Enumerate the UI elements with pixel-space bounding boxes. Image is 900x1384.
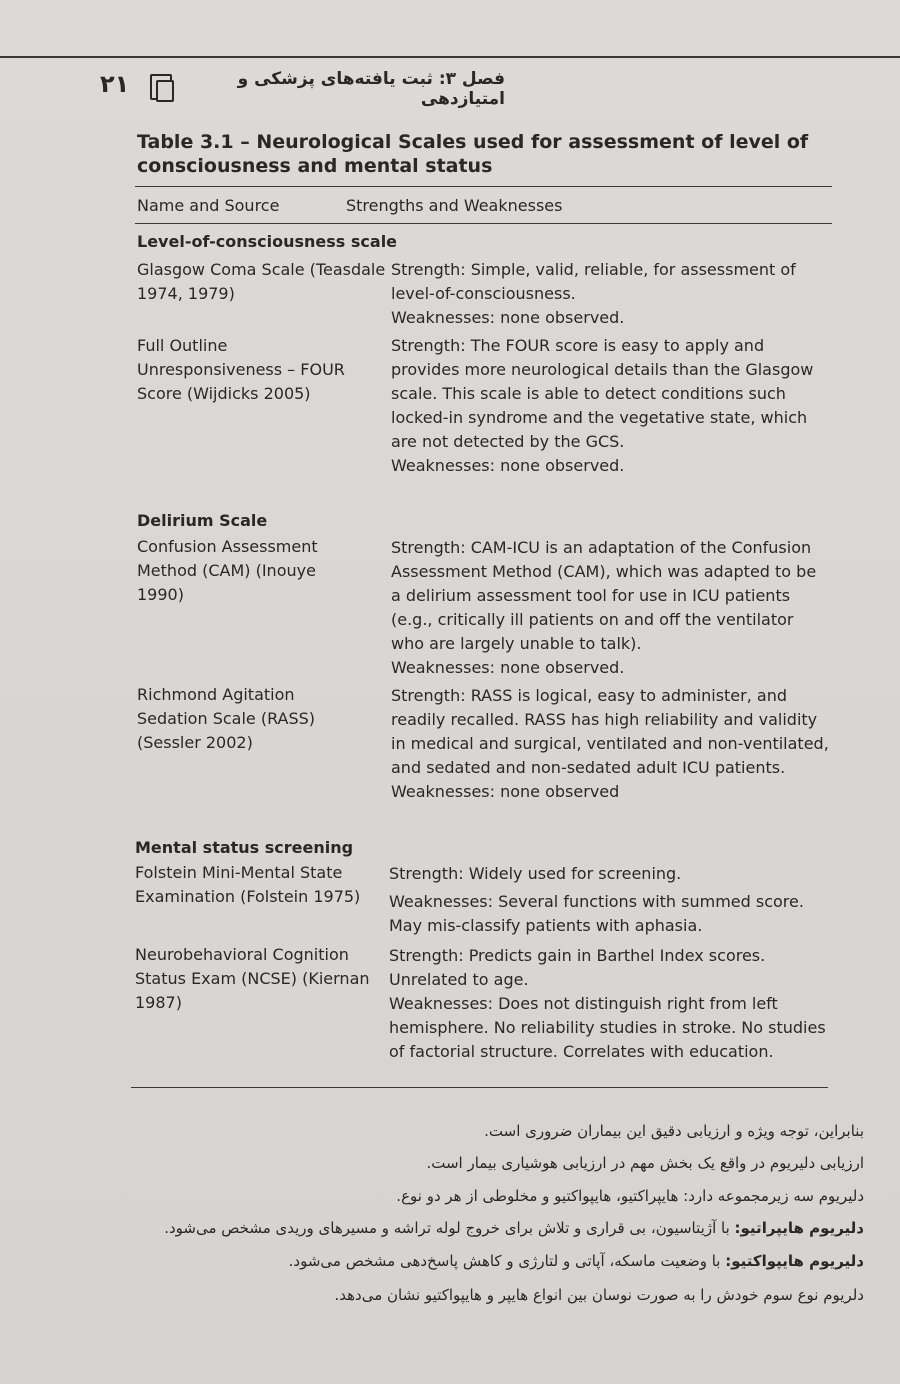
weakness-text: Weaknesses: none observed <box>391 782 620 801</box>
strength-text: Strength: The FOUR score is easy to apply and provides more neurological details than the Glasgow scale. This scale is able to detect conditions such locked-in syndrome and the vegetative state, which are not detected by the GCS. <box>391 336 814 451</box>
weakness-text: Weaknesses: Does not distinguish right from left hemisphere. No reliability studies in stroke. No studies of factorial structure. Correlates with education. <box>389 994 826 1061</box>
section-heading: Mental status screening <box>135 838 354 857</box>
strength-text: Strength: RASS is logical, easy to administer, and readily recalled. RASS has high reliability and validity in medical and surgical, ventilated and non-ventilated, and sedated and non-sedated adult ICU patients. <box>391 686 829 777</box>
persian-line <box>164 1217 864 1239</box>
persian-line: بنابراین، توجه ویژه و ارزیابی دقیق این بیماران ضروری است. <box>484 1122 864 1140</box>
chapter-title: فصل ۳: ثبت یافته‌های پزشکی و امتیازدهی <box>237 69 505 109</box>
chapter-header <box>175 69 505 109</box>
scale-name: Folstein Mini-Mental State Examination (Folstein 1975) <box>135 863 361 906</box>
column-header-name: Name and Source <box>137 196 280 215</box>
persian-line <box>289 1250 864 1272</box>
table-header-rule <box>135 223 832 224</box>
scale-name: Confusion Assessment Method (CAM) (Inouye 1990) <box>137 537 318 604</box>
scale-description <box>391 258 831 330</box>
scale-description <box>389 944 829 1064</box>
strength-text: Strength: CAM-ICU is an adaptation of the Confusion Assessment Method (CAM), which was adapted to be a delirium assessment tool for use in ICU patients (e.g., critically ill patients on and off the ventilator who are largely unable to talk). <box>391 538 817 653</box>
persian-definition: با وضعیت ماسکه، آپاتی و لتارژی و کاهش پاسخ‌دهی مشخص می‌شود. <box>288 1252 726 1270</box>
pages-icon <box>150 74 172 100</box>
page-number: ۲۱ <box>100 70 130 98</box>
scale-description <box>391 536 831 680</box>
persian-term: دلیریوم هایپواکتیو: <box>725 1252 864 1270</box>
weakness-text: Weaknesses: none observed. <box>391 308 625 327</box>
column-header-strengths: Strengths and Weaknesses <box>346 196 563 215</box>
scale-name: Richmond Agitation Sedation Scale (RASS) (Sessler 2002) <box>137 685 316 752</box>
strength-text: Strength: Simple, valid, reliable, for assessment of level-of-consciousness. <box>391 260 796 303</box>
scale-description <box>391 684 831 804</box>
section-heading: Level-of-consciousness scale <box>137 232 398 251</box>
strength-text: Strength: Predicts gain in Barthel Index scores. Unrelated to age. <box>389 946 766 989</box>
scale-name: Neurobehavioral Cognition Status Exam (NCSE) (Kiernan 1987) <box>135 945 370 1012</box>
persian-term: دلیریوم هایپراتیو: <box>734 1219 864 1237</box>
scale-description <box>391 334 831 478</box>
persian-line: ارزیابی دلیریوم در واقع یک بخش مهم در ارزیابی هوشیاری بیمار است. <box>426 1154 864 1172</box>
scale-description <box>389 862 829 938</box>
table-bottom-rule <box>131 1087 828 1088</box>
scale-name: Full Outline Unresponsiveness – FOUR Score (Wijdicks 2005) <box>137 336 345 403</box>
scale-name: Glasgow Coma Scale (Teasdale 1974, 1979) <box>137 260 386 303</box>
persian-line: دلیریوم سه زیرمجموعه دارد: هایپراکتیو، هایپواکتیو و مخلوطی از هر دو نوع. <box>396 1187 864 1205</box>
strength-text: Strength: Widely used for screening. <box>389 864 682 883</box>
table-title: Table 3.1 – Neurological Scales used for assessment of level of consciousness and mental status <box>137 131 809 177</box>
weakness-text: Weaknesses: Several functions with summed score. May mis-classify patients with aphasia. <box>389 892 804 935</box>
weakness-text: Weaknesses: none observed. <box>391 456 625 475</box>
table-top-rule <box>135 186 832 187</box>
persian-line: دلریوم نوع سوم خودش را به صورت نوسان بین انواع هایپر و هایپواکتیو نشان می‌دهد. <box>334 1286 864 1304</box>
weakness-text: Weaknesses: none observed. <box>391 658 625 677</box>
header-rule <box>0 56 900 58</box>
persian-definition: با آژیتاسیون، بی قراری و تلاش برای خروج لوله تراشه و مسیرهای وریدی مشخص می‌شود. <box>164 1219 735 1237</box>
section-heading: Delirium Scale <box>137 511 268 530</box>
